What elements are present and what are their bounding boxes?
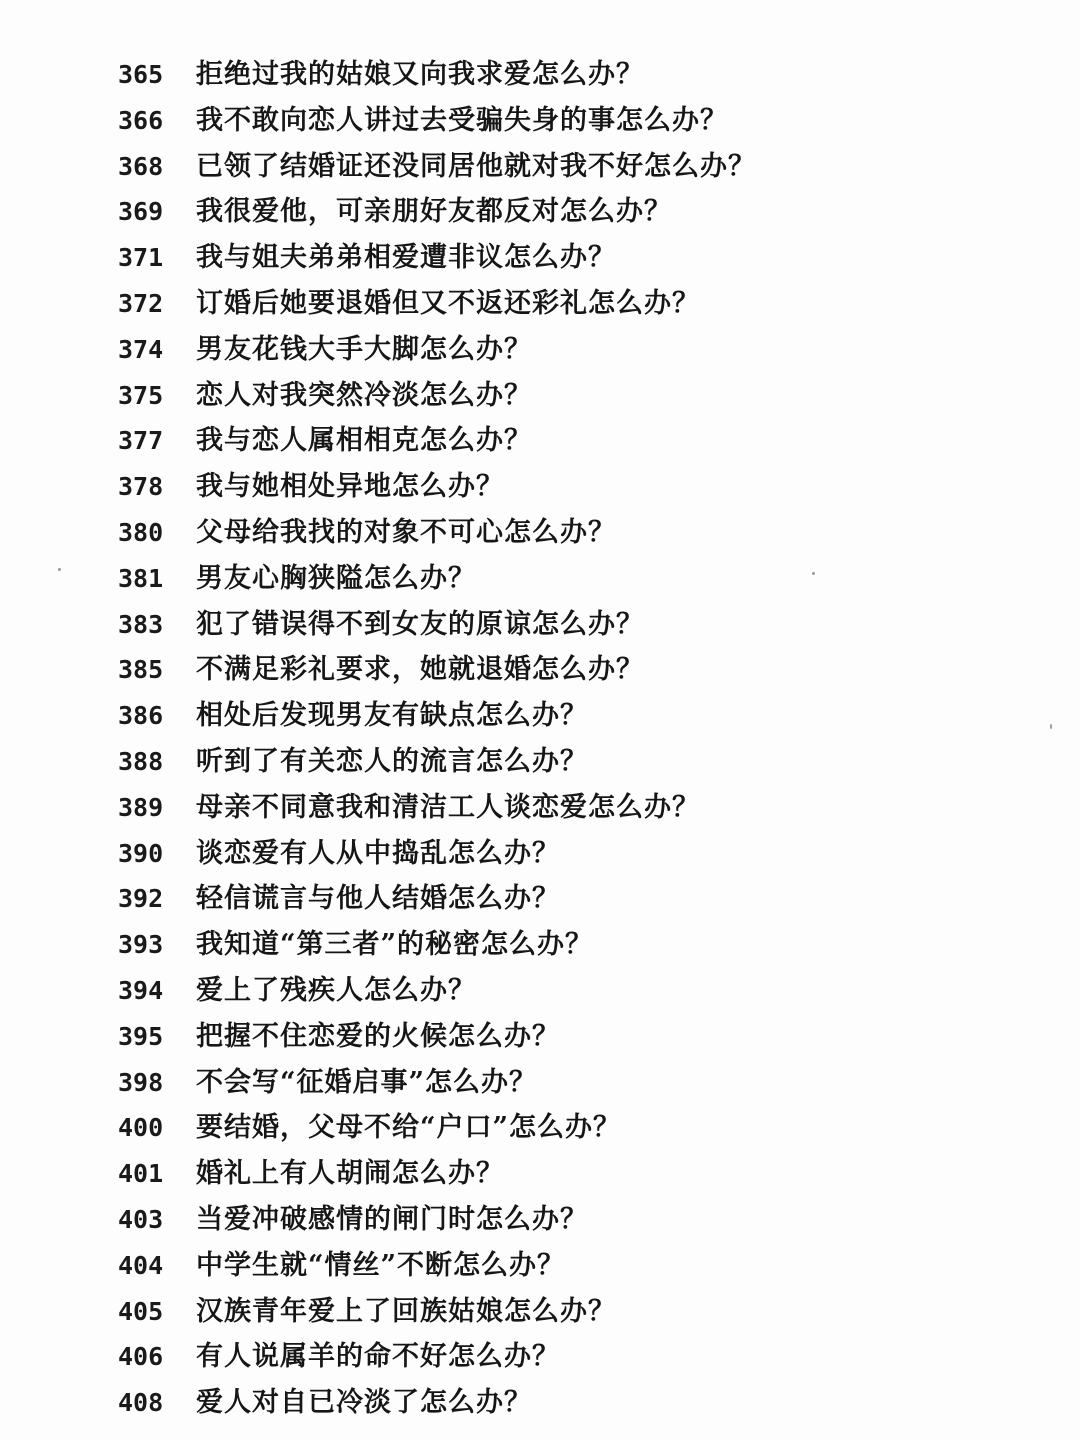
entry-number: 390 <box>118 838 164 868</box>
entry-number: 400 <box>118 1113 164 1143</box>
list-item <box>118 281 918 327</box>
entry-text: 我不敢向恋人讲过去受骗失身的事怎么办？ <box>196 104 728 136</box>
entry-text: 当爱冲破感情的闸门时怎么办？ <box>196 1203 588 1235</box>
entry-text: 我与她相处异地怎么办？ <box>196 471 504 503</box>
entry-number: 374 <box>118 334 164 364</box>
list-item <box>118 1380 918 1426</box>
entry-text: 婚礼上有人胡闹怎么办？ <box>196 1158 504 1190</box>
entry-number: 386 <box>118 701 164 731</box>
entry-number: 375 <box>118 380 164 410</box>
entry-text: 父母给我找的对象不可心怎么办？ <box>196 516 616 548</box>
entry-text: 男友花钱大手大脚怎么办？ <box>196 333 532 365</box>
entry-text: 要结婚，父母不给“户口”怎么办？ <box>196 1112 622 1144</box>
list-item <box>118 464 918 510</box>
entry-number: 365 <box>118 60 164 89</box>
list-item <box>118 1289 918 1335</box>
entry-number: 372 <box>118 288 164 318</box>
entry-text: 拒绝过我的姑娘又向我求爱怎么办？ <box>196 59 644 90</box>
list-item <box>118 1060 918 1106</box>
entry-number: 369 <box>118 197 164 227</box>
entry-number: 383 <box>118 609 164 639</box>
list-item <box>118 1151 918 1197</box>
list-item <box>118 1334 918 1380</box>
entry-text: 不会写“征婚启事”怎么办？ <box>196 1066 538 1098</box>
entry-text: 相处后发现男友有缺点怎么办？ <box>196 700 588 732</box>
entry-text: 已领了结婚证还没同居他就对我不好怎么办？ <box>196 150 756 182</box>
entry-number: 393 <box>118 930 164 960</box>
entry-number: 380 <box>118 517 164 547</box>
list-item <box>118 418 918 464</box>
list-item <box>118 739 918 785</box>
entry-text: 订婚后她要退婚但又不返还彩礼怎么办？ <box>196 287 700 319</box>
entry-number: 408 <box>118 1388 164 1418</box>
entry-text: 听到了有关恋人的流言怎么办？ <box>196 745 588 777</box>
entry-number: 378 <box>118 472 164 502</box>
list-item <box>118 968 918 1014</box>
entry-number: 392 <box>118 884 164 914</box>
entry-text: 我与姐夫弟弟相爱遭非议怎么办？ <box>196 242 616 274</box>
list-item <box>118 144 918 190</box>
entry-text: 不满足彩礼要求，她就退婚怎么办？ <box>196 654 644 686</box>
list-item <box>118 327 918 373</box>
list-item <box>118 876 918 922</box>
scan-speck <box>1050 724 1052 729</box>
list-item <box>118 556 918 602</box>
entry-text: 我与恋人属相相克怎么办？ <box>196 425 532 457</box>
entry-number: 385 <box>118 655 164 685</box>
list-item <box>118 693 918 739</box>
list-item <box>118 235 918 281</box>
entry-number: 388 <box>118 746 164 776</box>
list-item <box>118 510 918 556</box>
list-item <box>118 1014 918 1060</box>
entry-text: 把握不住恋爱的火候怎么办？ <box>196 1020 560 1052</box>
list-item <box>118 1197 918 1243</box>
question-list <box>118 52 918 1426</box>
entry-text: 谈恋爱有人从中捣乱怎么办？ <box>196 837 560 869</box>
entry-number: 389 <box>118 792 164 822</box>
entry-text: 母亲不同意我和清洁工人谈恋爱怎么办？ <box>196 791 700 823</box>
entry-text: 爱上了残疾人怎么办？ <box>196 974 476 1006</box>
list-item <box>118 98 918 144</box>
entry-number: 394 <box>118 975 164 1005</box>
entry-text: 有人说属羊的命不好怎么办？ <box>196 1341 560 1373</box>
entry-number: 368 <box>118 151 164 181</box>
entry-number: 371 <box>118 243 164 273</box>
list-item <box>118 373 918 419</box>
entry-number: 395 <box>118 1021 164 1051</box>
entry-text: 恋人对我突然冷淡怎么办？ <box>196 379 532 411</box>
entry-number: 401 <box>118 1159 164 1189</box>
list-item <box>118 785 918 831</box>
scan-speck <box>812 572 815 575</box>
entry-text: 我知道“第三者”的秘密怎么办？ <box>196 929 594 961</box>
entry-text: 汉族青年爱上了回族姑娘怎么办？ <box>196 1295 616 1327</box>
entry-number: 406 <box>118 1342 164 1372</box>
entry-text: 犯了错误得不到女友的原谅怎么办？ <box>196 608 644 640</box>
entry-text: 爱人对自已冷淡了怎么办？ <box>196 1387 532 1419</box>
list-item <box>118 922 918 968</box>
entry-number: 366 <box>118 105 164 135</box>
list-item <box>118 189 918 235</box>
entry-number: 377 <box>118 426 164 456</box>
list-item <box>118 52 918 98</box>
list-item <box>118 1243 918 1289</box>
entry-number: 405 <box>118 1296 164 1326</box>
entry-text: 中学生就“情丝”不断怎么办？ <box>196 1249 566 1281</box>
entry-number: 404 <box>118 1250 164 1280</box>
list-item <box>118 1105 918 1151</box>
list-item <box>118 647 918 693</box>
entry-text: 男友心胸狭隘怎么办？ <box>196 562 476 594</box>
entry-number: 398 <box>118 1067 164 1097</box>
entry-number: 403 <box>118 1204 164 1234</box>
scan-speck <box>58 568 61 571</box>
list-item <box>118 831 918 877</box>
entry-text: 轻信谎言与他人结婚怎么办？ <box>196 883 560 915</box>
list-item <box>118 602 918 648</box>
entry-number: 381 <box>118 563 164 593</box>
entry-text: 我很爱他，可亲朋好友都反对怎么办？ <box>196 196 672 228</box>
